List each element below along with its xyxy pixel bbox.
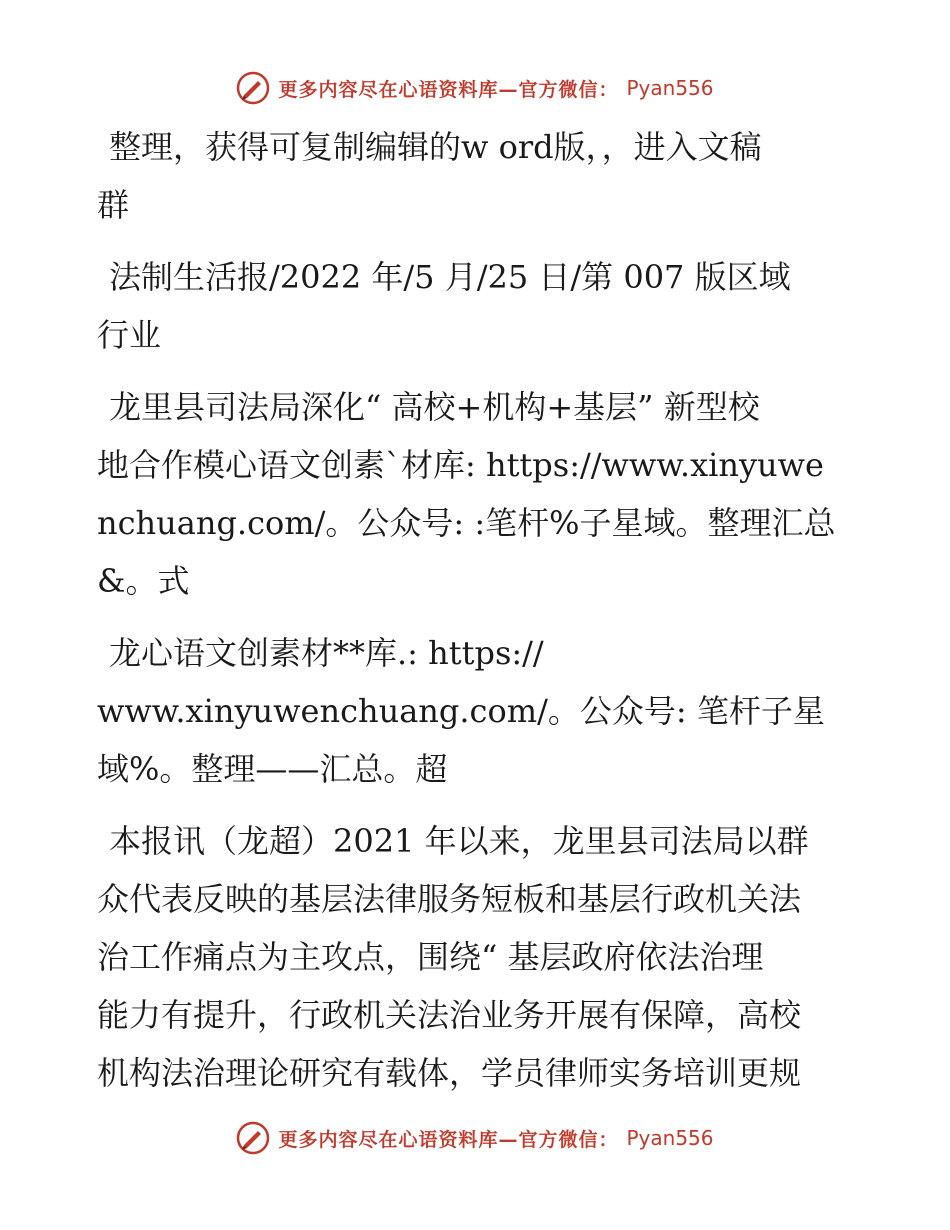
header-banner-text: 更多内容尽在心语资料库—官方微信： (278, 78, 619, 101)
text-line: nchuang.com/。公众号: :笔杆%子星域。整理汇总 (97, 504, 836, 542)
paragraph-1 (97, 118, 857, 234)
text-line: 地合作模心语文创素`材库: https://www.xinyuwe (97, 446, 824, 484)
text-line: 本报讯（龙超）2021 年以来，龙里县司法局以群 (109, 822, 809, 860)
text-line: 龙里县司法局深化“ 高校+机构+基层” 新型校 (109, 388, 760, 426)
pen-logo-icon (236, 1121, 270, 1155)
text-line: 群 (97, 186, 130, 224)
text-line: 能力有提升，行政机关法治业务开展有保障，高校 (97, 996, 802, 1034)
footer-banner-handle: Pyan556 (626, 1126, 714, 1150)
text-line: 行业 (97, 316, 162, 354)
text-line: 众代表反映的基层法律服务短板和基层行政机关法 (97, 880, 802, 918)
paragraph-2 (97, 248, 857, 364)
paragraph-5 (97, 812, 857, 1102)
header-banner-handle: Pyan556 (626, 76, 714, 100)
text-line: 域%。整理——汇总。超 (97, 750, 448, 788)
text-line: &。式 (97, 562, 190, 600)
footer-watermark-banner (0, 1118, 950, 1158)
text-line: 整理，获得可复制编辑的w ord版，，进入文稿 (109, 128, 762, 166)
text-line: 治工作痛点为主攻点，围绕“ 基层政府依法治理 (97, 938, 764, 976)
paragraph-4 (97, 624, 857, 798)
text-line: 机构法治理论研究有载体，学员律师实务培训更规 (97, 1054, 802, 1092)
pen-logo-icon (236, 71, 270, 105)
text-line: www.xinyuwenchuang.com/。公众号: 笔杆子星 (97, 692, 825, 730)
footer-banner-text: 更多内容尽在心语资料库—官方微信： (278, 1128, 619, 1151)
document-body (97, 118, 857, 1116)
text-line: 法制生活报/2022 年/5 月/25 日/第 007 版区域 (109, 258, 791, 296)
header-watermark-banner (0, 68, 950, 108)
text-line: 龙心语文创素材**库.: https:// (109, 634, 544, 672)
paragraph-3 (97, 378, 857, 610)
